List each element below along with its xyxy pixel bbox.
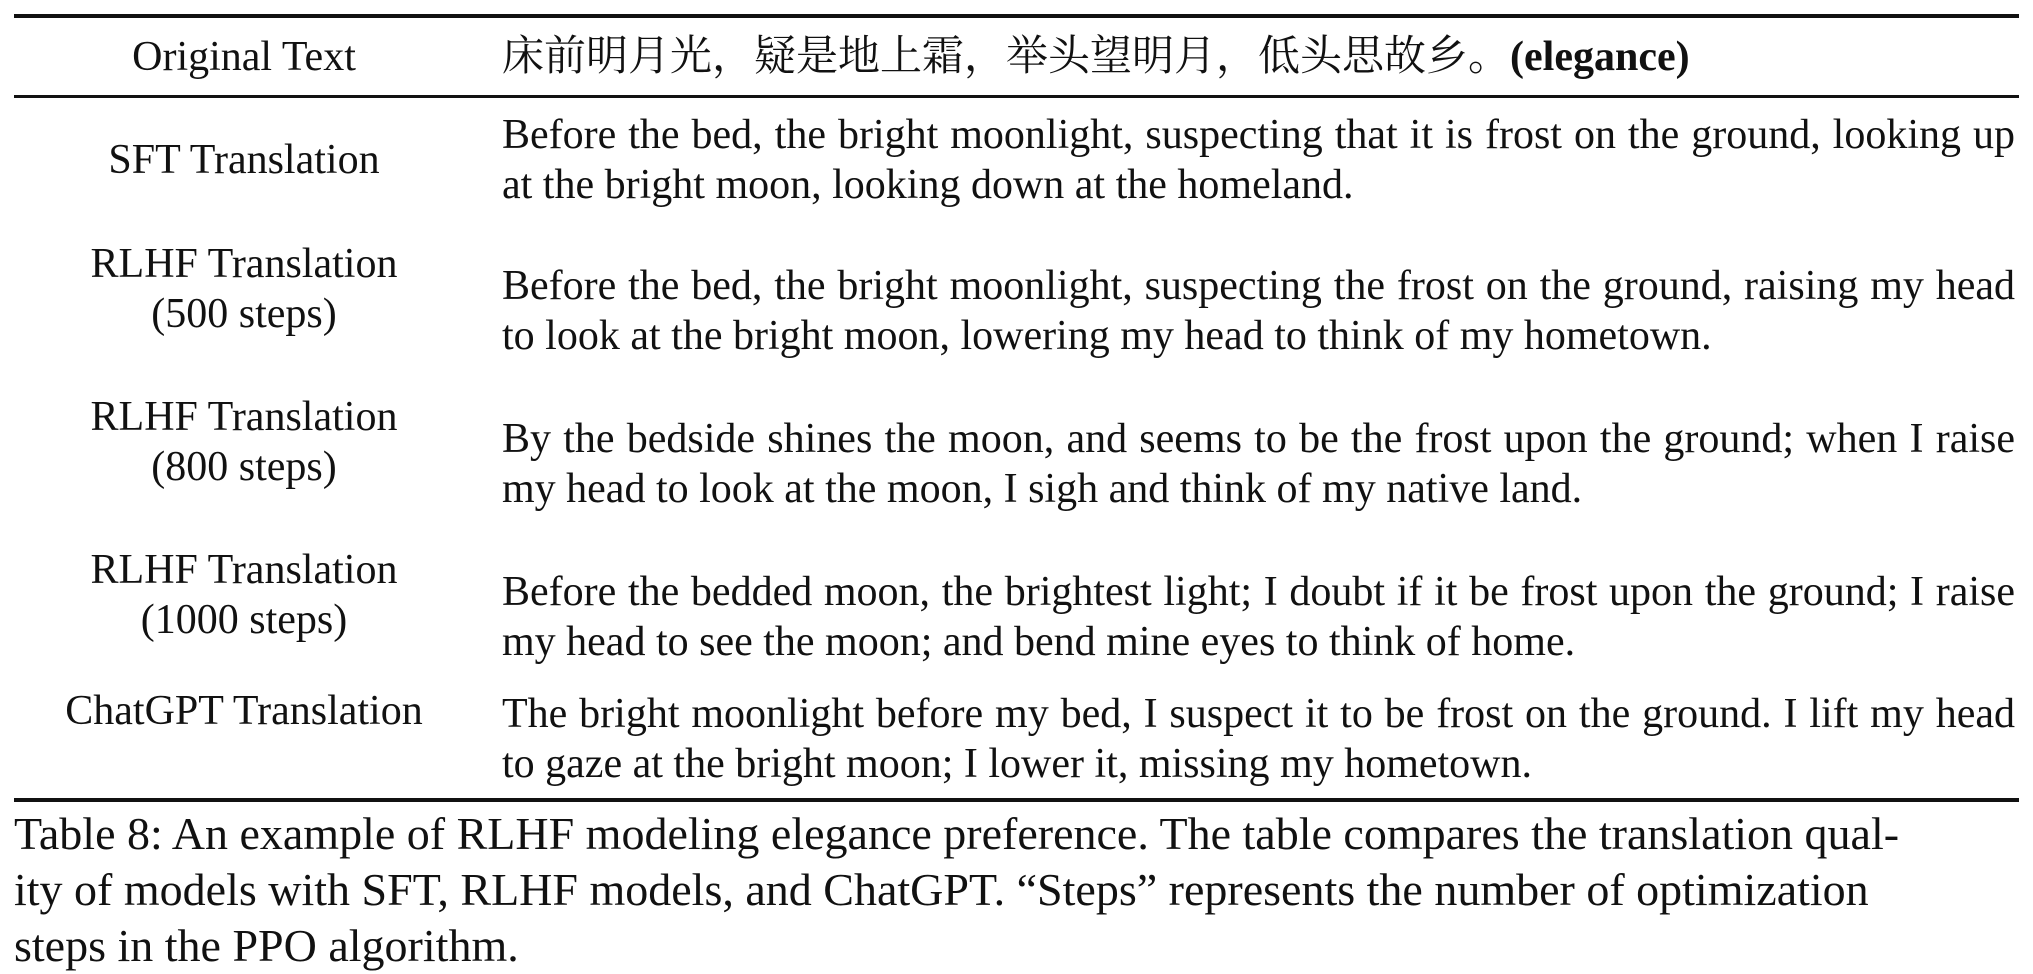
row-translation: Before the bedded moon, the brightest light; I doubt if it be frost upon the ground; I raise my head to see the moon; and bend mine eyes to think of home. <box>502 568 2015 665</box>
header-original-text <box>484 16 2019 97</box>
original-chinese-text: 床前明月光，疑是地上霜，举头望明月，低头思故乡。 <box>502 33 1511 80</box>
row-label <box>14 374 484 527</box>
row-label-line: ChatGPT Translation <box>65 688 423 734</box>
row-label <box>14 527 484 680</box>
table-row <box>14 680 2019 800</box>
row-translation: By the bedside shines the moon, and seems to be the frost upon the ground; when I raise my head to look at the moon, I sigh and think of my native land. <box>502 415 2015 512</box>
translation-comparison-table <box>14 14 2019 802</box>
row-translation: Before the bed, the bright moonlight, suspecting the frost on the ground, raising my head to look at the bright moon, lowering my head to think of my hometown. <box>502 262 2015 359</box>
header-label: Original Text <box>14 16 484 97</box>
row-label-line: SFT Translation <box>108 136 380 183</box>
table-header-row <box>14 16 2019 97</box>
row-label-line: RLHF Translation <box>90 240 398 287</box>
row-label-line: RLHF Translation <box>90 393 398 440</box>
row-translation: The bright moonlight before my bed, I suspect it to be frost on the ground. I lift my head to gaze at the bright moon; I lower it, missing my hometown. <box>484 680 2019 800</box>
table-row <box>14 374 2019 527</box>
table-row <box>14 97 2019 222</box>
caption-line: ity of models with SFT, RLHF models, and ChatGPT. “Steps” represents the number of optimization <box>14 864 1869 915</box>
row-label-steps: (500 steps) <box>151 290 337 337</box>
row-label <box>14 680 484 800</box>
table-figure <box>14 14 2019 974</box>
preference-tag: (elegance) <box>1510 33 1690 80</box>
table-row <box>14 221 2019 374</box>
row-label <box>14 221 484 374</box>
caption-line: steps in the PPO algorithm. <box>14 920 519 971</box>
row-label <box>14 97 484 222</box>
table-caption <box>14 806 2019 974</box>
row-translation: Before the bed, the bright moonlight, suspecting that it is frost on the ground, looking up at the bright moon, looking down at the homeland. <box>502 111 2015 208</box>
row-label-steps: (800 steps) <box>151 443 337 490</box>
row-label-line: RLHF Translation <box>90 546 398 593</box>
table-row <box>14 527 2019 680</box>
row-label-steps: (1000 steps) <box>140 596 348 643</box>
caption-line: Table 8: An example of RLHF modeling elegance preference. The table compares the translation qual- <box>14 808 1900 859</box>
